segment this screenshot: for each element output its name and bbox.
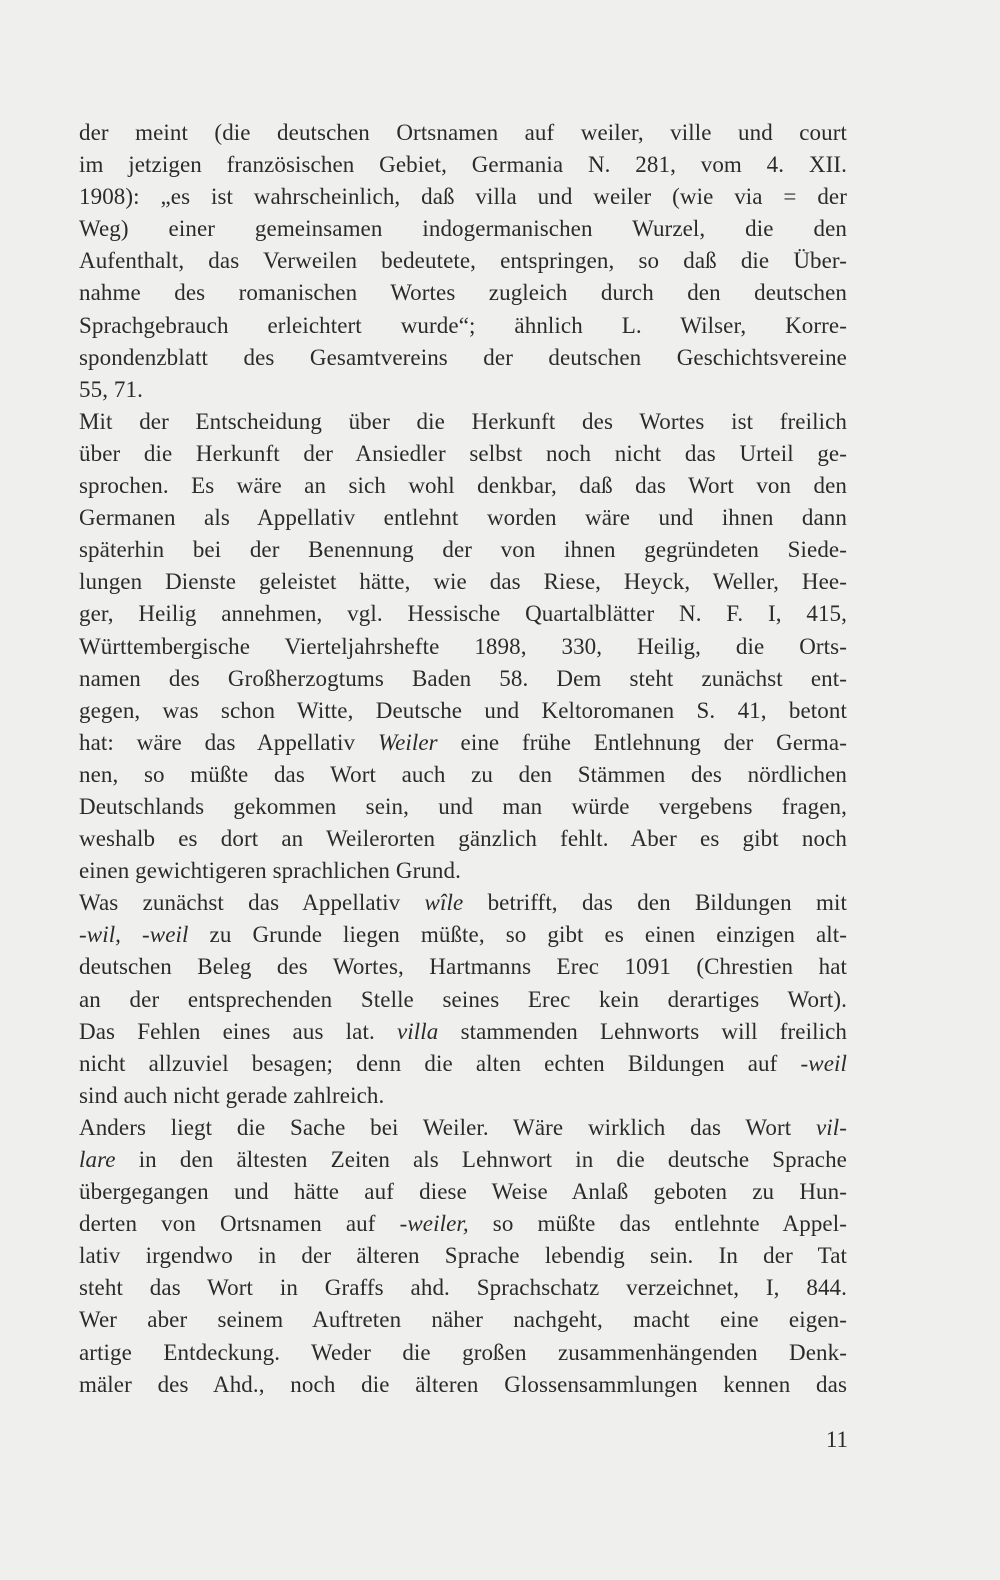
text-line — [79, 727, 847, 759]
text-run: 55, 71. — [79, 376, 143, 402]
text-run: an der entsprechenden Stelle seines Erec kein derartiges Wort). — [79, 986, 847, 1012]
text-run: mäler des Ahd., noch die älteren Glossensammlungen kennen das — [79, 1371, 847, 1397]
text-line — [79, 791, 847, 823]
text-run: Aufenthalt, das Verweilen bedeutete, entspringen, so daß die Über- — [79, 248, 847, 274]
text-line — [79, 1240, 847, 1272]
text-run: sind auch nicht gerade zahlreich. — [79, 1082, 385, 1108]
text-run: gegen, was schon Witte, Deutsche und Keltoromanen S. 41, betont — [79, 697, 847, 723]
text-run: Sprachgebrauch erleichtert wurde“; ähnlich L. Wilser, Korre- — [79, 312, 847, 338]
text-run: nahme des romanischen Wortes zugleich durch den deutschen — [79, 280, 847, 306]
text-line — [79, 406, 847, 438]
text-line — [79, 181, 847, 213]
text-run: Wer aber seinem Auftreten näher nachgeht, macht eine eigen- — [79, 1307, 847, 1333]
text-run: artige Entdeckung. Weder die großen zusammenhängenden Denk- — [79, 1339, 847, 1365]
text-run: 1908): „es ist wahrscheinlich, daß villa und weiler (wie via = der — [79, 184, 847, 210]
body-text — [79, 117, 847, 1401]
text-run: lungen Dienste geleistet hätte, wie das Riese, Heyck, Weller, Hee- — [79, 569, 847, 595]
text-run: ger, Heilig annehmen, vgl. Hessische Quartalblätter N. F. I, 415, — [79, 601, 847, 627]
text-line — [79, 374, 847, 406]
text-run: übergegangen und hätte auf diese Weise Anlaß geboten zu Hun- — [79, 1179, 847, 1205]
text-line — [79, 1369, 847, 1401]
text-line — [79, 1208, 847, 1240]
text-run: eine frühe Entlehnung der Germa- — [460, 729, 847, 755]
text-line — [79, 1176, 847, 1208]
text-run: hat: wäre das Appellativ — [79, 729, 378, 755]
italic-term: villa — [397, 1018, 439, 1044]
text-line — [79, 984, 847, 1016]
text-line — [79, 919, 847, 951]
text-run: spondenzblatt des Gesamtvereins der deutschen Geschichtsvereine — [79, 344, 847, 370]
italic-term: lare — [79, 1147, 116, 1172]
page-number: 11 — [825, 1427, 848, 1452]
text-run: betrifft, das den Bildungen mit — [487, 890, 847, 916]
text-run: Das Fehlen eines aus lat. — [79, 1018, 397, 1044]
text-run: späterhin bei der Benennung der von ihnen gegründeten Siede- — [79, 537, 847, 563]
text-run: zu Grunde liegen müßte, so gibt es einen einzigen alt- — [188, 922, 847, 948]
italic-term: -wil, -weil — [79, 922, 189, 948]
text-run: Deutschlands gekommen sein, und man würde vergebens fragen, — [79, 793, 847, 819]
text-run: steht das Wort in Graffs ahd. Sprachschatz verzeichnet, I, 844. — [79, 1275, 847, 1301]
text-line — [79, 631, 847, 663]
text-line — [79, 695, 847, 727]
text-run: Was zunächst das Appellativ — [79, 890, 425, 916]
italic-term: wîle — [424, 890, 488, 916]
text-line — [79, 342, 847, 374]
text-line — [79, 1144, 847, 1176]
text-line — [79, 951, 847, 983]
text-line — [79, 534, 847, 566]
text-line — [79, 149, 847, 181]
text-line — [79, 438, 847, 470]
text-run: der meint (die deutschen Ortsnamen auf weiler, ville und court — [79, 120, 847, 145]
text-run: Weg) einer gemeinsamen indogermanischen Wurzel, die den — [79, 216, 847, 242]
text-line — [79, 1080, 847, 1112]
text-line — [79, 598, 847, 630]
text-line — [79, 470, 847, 502]
text-run: sprochen. Es wäre an sich wohl denkbar, daß das Wort von den — [79, 473, 847, 499]
text-line — [79, 759, 847, 791]
text-run: Mit der Entscheidung über die Herkunft des Wortes ist freilich — [79, 408, 847, 434]
text-run: Anders liegt die Sache bei Weiler. Wäre wirklich das Wort — [79, 1114, 816, 1140]
text-line — [79, 566, 847, 598]
text-line — [79, 855, 847, 887]
text-run: namen des Großherzogtums Baden 58. Dem steht zunächst ent- — [79, 665, 847, 691]
text-run: einen gewichtigeren sprachlichen Grund. — [79, 858, 461, 884]
text-run: weshalb es dort an Weilerorten gänzlich fehlt. Aber es gibt noch — [79, 826, 847, 852]
italic-term: -weil — [800, 1050, 847, 1076]
text-run: lativ irgendwo in der älteren Sprache lebendig sein. In der Tat — [79, 1243, 847, 1269]
text-line — [79, 502, 847, 534]
text-line — [79, 1272, 847, 1304]
text-line — [79, 1304, 847, 1336]
text-line — [79, 277, 847, 309]
text-run: nen, so müßte das Wort auch zu den Stämmen des nördlichen — [79, 761, 847, 787]
text-line — [79, 1112, 847, 1144]
text-run: über die Herkunft der Ansiedler selbst noch nicht das Urteil ge- — [79, 440, 847, 466]
text-run: deutschen Beleg des Wortes, Hartmanns Erec 1091 (Chrestien hat — [79, 954, 847, 980]
text-line — [79, 117, 847, 149]
text-line — [79, 310, 847, 342]
text-run: Germanen als Appellativ entlehnt worden wäre und ihnen dann — [79, 505, 847, 531]
text-line — [79, 1048, 847, 1080]
text-run: stammenden Lehnworts will freilich — [438, 1018, 847, 1044]
text-run: so müßte das entlehnte Appel- — [468, 1211, 847, 1237]
italic-term: -weiler, — [399, 1211, 469, 1237]
text-line — [79, 1016, 847, 1048]
text-run: in den ältesten Zeiten als Lehnwort in die deutsche Sprache — [115, 1147, 847, 1172]
text-run: im jetzigen französischen Gebiet, Germania N. 281, vom 4. XII. — [79, 152, 847, 178]
text-run: Württembergische Vierteljahrshefte 1898, 330, Heilig, die Orts- — [79, 633, 847, 659]
text-line — [79, 887, 847, 919]
text-run: derten von Ortsnamen auf — [79, 1211, 400, 1237]
text-line — [79, 663, 847, 695]
text-line — [79, 245, 847, 277]
text-run: nicht allzuviel besagen; denn die alten echten Bildungen auf — [79, 1050, 801, 1076]
text-line — [79, 213, 847, 245]
text-line — [79, 823, 847, 855]
italic-term: vil- — [815, 1114, 847, 1140]
italic-term: Weiler — [377, 729, 461, 755]
text-line — [79, 1337, 847, 1369]
